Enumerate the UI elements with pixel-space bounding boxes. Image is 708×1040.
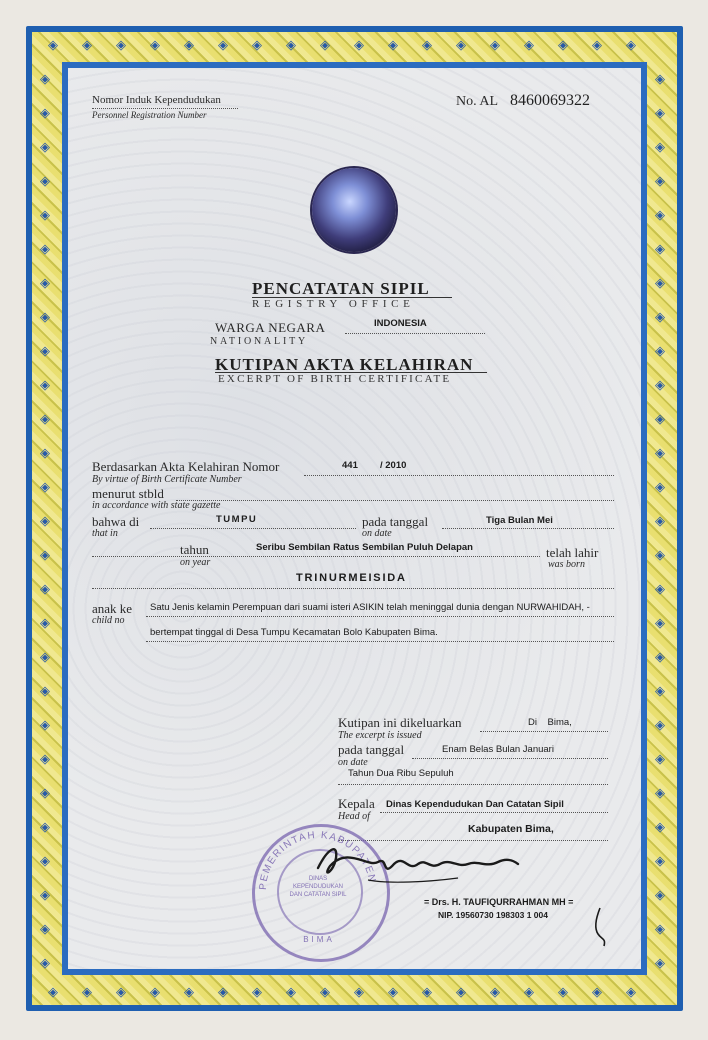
- border-ornament-icon: ◈: [655, 548, 665, 563]
- border-ornament-icon: ◈: [655, 718, 665, 733]
- child-order-label-en: child no: [92, 615, 125, 626]
- border-ornament-icon: ◈: [184, 985, 194, 1000]
- child-order-label: anak ke: [92, 601, 133, 616]
- border-ornament-icon: ◈: [40, 344, 50, 359]
- border-ornament-icon: ◈: [655, 72, 665, 87]
- place-label-en: that in: [92, 528, 118, 539]
- border-ornament-icon: ◈: [655, 276, 665, 291]
- handwritten-signature: [308, 838, 528, 894]
- border-ornament-icon: ◈: [150, 38, 160, 53]
- border-ornament-icon: ◈: [184, 38, 194, 53]
- border-ornament-icon: ◈: [655, 786, 665, 801]
- border-ornament-icon: ◈: [655, 922, 665, 937]
- hologram-seal-icon: [312, 168, 396, 252]
- border-ornament-icon: ◈: [655, 752, 665, 767]
- border-ornament-icon: ◈: [40, 140, 50, 155]
- stbld-label: menurut stbld: [92, 486, 164, 501]
- border-ornament-icon: ◈: [40, 548, 50, 563]
- cert-number: 8460069322: [510, 92, 590, 109]
- border-ornament-icon: ◈: [422, 38, 432, 53]
- border-ornament-icon: ◈: [558, 38, 568, 53]
- basis-label: Berdasarkan Akta Kelahiran Nomor: [92, 459, 280, 474]
- official-nip: NIP. 19560730 198303 1 004: [438, 910, 548, 920]
- border-ornament-icon: ◈: [626, 985, 636, 1000]
- year-value: Seribu Sembilan Ratus Sembilan Puluh Delapan: [256, 542, 473, 553]
- border-ornament-icon: ◈: [252, 985, 262, 1000]
- border-ornament-icon: ◈: [286, 38, 296, 53]
- child-detail-line1: Satu Jenis kelamin Perempuan dari suami isteri ASIKIN telah meninggal dunia dengan NURWAHIDAH, -: [150, 602, 590, 613]
- border-ornament-icon: ◈: [40, 684, 50, 699]
- border-ornament-icon: ◈: [524, 985, 534, 1000]
- border-ornament-icon: ◈: [116, 38, 126, 53]
- date-label: pada tanggal: [362, 514, 429, 529]
- paraf-mark: [590, 904, 614, 950]
- stamp-center-text: DINAS KEPENDUDUKAN DAN CATATAN SIPIL: [289, 876, 347, 898]
- document-title: KUTIPAN AKTA KELAHIRAN: [215, 355, 474, 374]
- issue-date-value: Enam Belas Bulan Januari: [442, 744, 554, 755]
- svg-text:PEMERINTAH KABUPATEN: PEMERINTAH KABUPATEN: [257, 829, 378, 891]
- border-ornament-icon: ◈: [655, 140, 665, 155]
- border-ornament-icon: ◈: [40, 208, 50, 223]
- basis-year: / 2010: [380, 460, 407, 471]
- stamp-bottom-text: BIMA: [303, 935, 335, 944]
- border-ornament-icon: ◈: [40, 956, 50, 971]
- border-ornament-icon: ◈: [40, 174, 50, 189]
- reg-number-label: Nomor Induk Kependudukan: [92, 94, 221, 106]
- border-ornament-icon: ◈: [655, 888, 665, 903]
- border-ornament-icon: ◈: [490, 985, 500, 1000]
- border-ornament-icon: ◈: [655, 208, 665, 223]
- border-ornament-icon: ◈: [388, 38, 398, 53]
- border-ornament-icon: ◈: [388, 985, 398, 1000]
- basis-label-en: By virtue of Birth Certificate Number: [92, 474, 242, 485]
- border-ornament-icon: ◈: [626, 38, 636, 53]
- border-ornament-icon: ◈: [40, 480, 50, 495]
- nationality-label: WARGA NEGARA: [215, 320, 326, 335]
- border-ornament-icon: ◈: [655, 854, 665, 869]
- border-ornament-icon: ◈: [655, 412, 665, 427]
- border-ornament-icon: ◈: [655, 480, 665, 495]
- border-ornament-icon: ◈: [655, 310, 665, 325]
- border-ornament-icon: ◈: [40, 514, 50, 529]
- border-ornament-icon: ◈: [655, 514, 665, 529]
- head-label: Kepala: [338, 796, 375, 811]
- cert-no-label: No. AL: [456, 94, 498, 109]
- border-ornament-icon: ◈: [354, 985, 364, 1000]
- border-ornament-icon: ◈: [218, 985, 228, 1000]
- born-label: telah lahir: [546, 545, 599, 560]
- border-ornament-icon: ◈: [40, 106, 50, 121]
- issued-label-en: The excerpt is issued: [338, 730, 422, 741]
- border-ornament-icon: ◈: [40, 752, 50, 767]
- border-ornament-icon: ◈: [592, 38, 602, 53]
- basis-number: 441: [342, 460, 358, 471]
- nationality-value: INDONESIA: [374, 318, 427, 329]
- place-label: bahwa di: [92, 514, 140, 529]
- nationality-label-en: NATIONALITY: [210, 336, 309, 347]
- border-ornament-icon: ◈: [655, 616, 665, 631]
- border-ornament-icon: ◈: [82, 985, 92, 1000]
- border-ornament-icon: ◈: [655, 956, 665, 971]
- border-ornament-icon: ◈: [48, 985, 58, 1000]
- head-value: Dinas Kependudukan Dan Catatan Sipil: [386, 799, 564, 810]
- date-label-en: on date: [362, 528, 392, 539]
- border-ornament-icon: ◈: [422, 985, 432, 1000]
- document-title-en: EXCERPT OF BIRTH CERTIFICATE: [218, 373, 452, 385]
- issued-label: Kutipan ini dikeluarkan: [338, 715, 462, 730]
- border-ornament-icon: ◈: [40, 378, 50, 393]
- border-ornament-icon: ◈: [558, 985, 568, 1000]
- border-ornament-icon: ◈: [218, 38, 228, 53]
- born-label-en: was born: [548, 559, 585, 570]
- border-ornament-icon: ◈: [40, 72, 50, 87]
- border-ornament-icon: ◈: [116, 985, 126, 1000]
- border-ornament-icon: ◈: [40, 888, 50, 903]
- border-ornament-icon: ◈: [82, 38, 92, 53]
- border-ornament-icon: ◈: [655, 820, 665, 835]
- head-label-en: Head of: [338, 811, 370, 822]
- regency: Kabupaten Bima,: [468, 823, 554, 835]
- date-value: Tiga Bulan Mei: [486, 515, 553, 526]
- border-ornament-icon: ◈: [40, 786, 50, 801]
- border-ornament-icon: ◈: [655, 378, 665, 393]
- border-ornament-icon: ◈: [252, 38, 262, 53]
- border-ornament-icon: ◈: [286, 985, 296, 1000]
- border-ornament-icon: ◈: [456, 38, 466, 53]
- border-ornament-icon: ◈: [655, 174, 665, 189]
- border-ornament-icon: ◈: [40, 922, 50, 937]
- border-ornament-icon: ◈: [48, 38, 58, 53]
- border-ornament-icon: ◈: [655, 446, 665, 461]
- border-ornament-icon: ◈: [524, 38, 534, 53]
- issued-place: Di Bima,: [528, 717, 572, 728]
- child-detail-line2: bertempat tinggal di Desa Tumpu Kecamatan Bolo Kabupaten Bima.: [150, 627, 438, 638]
- border-ornament-icon: ◈: [655, 684, 665, 699]
- border-ornament-icon: ◈: [354, 38, 364, 53]
- border-ornament-icon: ◈: [40, 412, 50, 427]
- border-ornament-icon: ◈: [655, 582, 665, 597]
- border-ornament-icon: ◈: [592, 985, 602, 1000]
- border-ornament-icon: ◈: [320, 985, 330, 1000]
- border-ornament-icon: ◈: [490, 38, 500, 53]
- reg-number-label-en: Personnel Registration Number: [92, 110, 207, 120]
- border-ornament-icon: ◈: [40, 718, 50, 733]
- border-ornament-icon: ◈: [40, 276, 50, 291]
- border-ornament-icon: ◈: [655, 106, 665, 121]
- border-ornament-icon: ◈: [40, 854, 50, 869]
- border-ornament-icon: ◈: [40, 650, 50, 665]
- official-name: = Drs. H. TAUFIQURRAHMAN MH =: [424, 897, 574, 907]
- issue-date-label-en: on date: [338, 757, 368, 768]
- border-ornament-icon: ◈: [655, 242, 665, 257]
- issue-date-label: pada tanggal: [338, 742, 405, 757]
- border-ornament-icon: ◈: [456, 985, 466, 1000]
- border-ornament-icon: ◈: [150, 985, 160, 1000]
- place-value: TUMPU: [216, 514, 258, 525]
- border-ornament-icon: ◈: [320, 38, 330, 53]
- border-ornament-icon: ◈: [40, 820, 50, 835]
- border-ornament-icon: ◈: [40, 616, 50, 631]
- office-title: PENCATATAN SIPIL: [252, 279, 430, 298]
- border-ornament-icon: ◈: [655, 344, 665, 359]
- border-ornament-icon: ◈: [655, 650, 665, 665]
- office-title-en: REGISTRY OFFICE: [252, 298, 415, 310]
- year-label-en: on year: [180, 557, 211, 568]
- issue-year-value: Tahun Dua Ribu Sepuluh: [348, 768, 454, 779]
- child-name: TRINURMEISIDA: [296, 572, 407, 584]
- border-ornament-icon: ◈: [40, 446, 50, 461]
- year-label: tahun: [180, 542, 209, 557]
- border-ornament-icon: ◈: [40, 582, 50, 597]
- border-ornament-icon: ◈: [40, 310, 50, 325]
- stbld-label-en: in accordance with state gazette: [92, 500, 221, 511]
- border-ornament-icon: ◈: [40, 242, 50, 257]
